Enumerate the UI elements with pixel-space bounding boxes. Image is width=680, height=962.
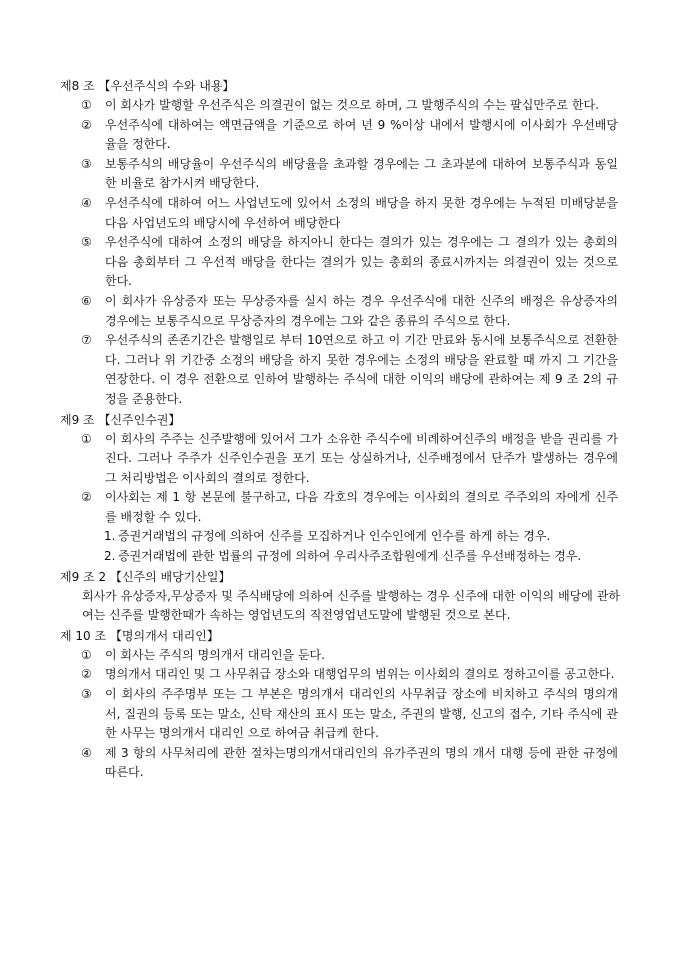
clause-text: 이 회사의 주주는 신주발행에 있어서 그가 소유한 주식수에 비례하여신주의 배정을 받을 권리를 가진다. 그러나 주주가 신주인수권을 포기 또는 상실하거나, 신주배정에서 단주가 발생하는 경우에 그 처리방법은 이사회의 결의로 정한다.	[105, 431, 618, 485]
clause	[0, 331, 680, 409]
clause-text: 이 회사가 발행할 우선주식은 의결권이 없는 것으로 하며, 그 발행주식의 수는 팔십만주로 한다.	[105, 98, 599, 112]
clause	[0, 488, 680, 527]
clause-number: ④	[81, 745, 92, 760]
clause	[0, 96, 680, 116]
clause-text: 이사회는 제 1 항 본문에 불구하고, 다음 각호의 경우에는 이사회의 결의로 주주외의 자에게 신주를 배정할 수 있다.	[105, 490, 618, 524]
clause-number: ⑥	[81, 293, 92, 308]
clause-text: 보통주식의 배당율이 우선주식의 배당율을 초과할 경우에는 그 초과분에 대하여 보통주식과 동일한 비율로 참가시켜 배당한다.	[105, 156, 618, 191]
clause-text: 우선주식의 존존기간은 발행일로 부터 10연으로 하고 이 기간 만료와 동시에 보통주식으로 전환한다. 그러나 위 기간중 소정의 배당을 하지 못한 경우에는 소정의 배당을 완료할 때 까지 그 기간을 연장한다. 이 경우 전환으로 인하여 발행하는 주식에 대한 이익의 배당에 관하여는 제 9 조 2의 규정을 준용한다.	[105, 333, 618, 406]
clause	[0, 646, 680, 666]
clause	[0, 116, 680, 155]
clause-number: ①	[81, 431, 92, 446]
article-8	[0, 76, 680, 410]
clause	[0, 665, 680, 685]
clause	[0, 292, 680, 331]
clause-number: ①	[81, 647, 92, 662]
sub-clause-text: 증권거래법에 관한 법률의 규정에 의하여 우리사주조합원에게 신주를 우선배정하는 경우.	[118, 549, 582, 564]
article-heading: 제9 조 【신주인수권】	[60, 412, 181, 427]
clause-text: 명의개서 대리인 및 그 사무취급 장소와 대행업무의 범위는 이사회의 결의로 정하고이를 공고한다.	[105, 667, 615, 682]
clause-number: ②	[81, 117, 92, 132]
clause-number: ⑤	[81, 235, 92, 250]
article-heading: 제8 조 【우선주식의 수와 내용】	[60, 79, 235, 93]
clause-number: ③	[81, 156, 92, 171]
clause-number: ③	[81, 687, 92, 702]
article-9	[0, 410, 680, 567]
sub-clause-number: 2.	[104, 549, 116, 564]
clause-number: ①	[81, 98, 92, 112]
clause-text: 이 회사가 유상증자 또는 무상증자를 실시 하는 경우 우선주식에 대한 신주의 배정은 유상증자의 경우에는 보통주식으로 무상증자의 경우에는 그와 같은 종류의 주식으로 한다.	[105, 293, 618, 328]
sub-clause-text: 증권거래법의 규정에 의하여 신주를 모집하거나 인수인에게 인수를 하게 하는 경우.	[118, 529, 551, 544]
clause	[0, 194, 680, 233]
clause-text: 이 회사는 주식의 명의개서 대리인을 둔다.	[105, 647, 325, 662]
article-heading: 제9 조 2 【신주의 배당기산일】	[60, 569, 231, 584]
sub-clause-number: 1.	[104, 529, 116, 544]
clause-number: ②	[81, 667, 92, 682]
sub-clause	[0, 547, 680, 567]
clause-number: ②	[81, 490, 92, 505]
clause	[0, 685, 680, 744]
article-9-2	[0, 567, 680, 626]
article-10	[0, 626, 680, 783]
clause	[0, 430, 680, 489]
clause-text: 우선주식에 대하여 소정의 배당을 하지아니 한다는 결의가 있는 경우에는 그 결의가 있는 총회의 다음 총회부터 그 우선적 배당을 한다는 결의가 있는 총회의 종료시까지는 의결권이 있는 것으로 한다.	[105, 235, 618, 289]
clause-text: 제 3 항의 사무처리에 관한 절차는명의개서대리인의 유가주권의 명의 개서 대행 등에 관한 규정에 따른다.	[105, 745, 618, 780]
clause-text: 우선주식에 대하여는 액면금액을 기준으로 하여 년 9 %이상 내에서 발행시에 이사회가 우선배당율을 정한다.	[105, 117, 618, 152]
clause	[0, 155, 680, 194]
clause-number: ④	[81, 195, 92, 210]
clause	[0, 744, 680, 783]
article-heading: 제 10 조 【명의개서 대리인】	[60, 628, 219, 643]
clause-number: ⑦	[81, 333, 92, 348]
clause-text: 이 회사의 주주명부 또는 그 부본은 명의개서 대리인의 사무취급 장소에 비치하고 주식의 명의개서, 질권의 등록 또는 말소, 신탁 재산의 표시 또는 말소, 주권의 발행, 신고의 접수, 기타 주식에 관한 사무는 명의개서 대리인 으로 하여금 취급케 한다.	[105, 687, 618, 741]
article-body: 회사가 유상증자,무상증자 및 주식배당에 의하여 신주를 발행하는 경우 신주에 대한 이익의 배당에 관하여는 신주를 발행한때가 속하는 영업년도의 직전영업년도말에 발행된 것으로 본다.	[82, 588, 620, 623]
clause	[0, 233, 680, 292]
clause-text: 우선주식에 대하여 어느 사업년도에 있어서 소정의 배당을 하지 못한 경우에는 누적된 미배당분을 다음 사업년도의 배당시에 우선하여 배당한다	[105, 195, 618, 230]
sub-clause	[0, 527, 680, 547]
